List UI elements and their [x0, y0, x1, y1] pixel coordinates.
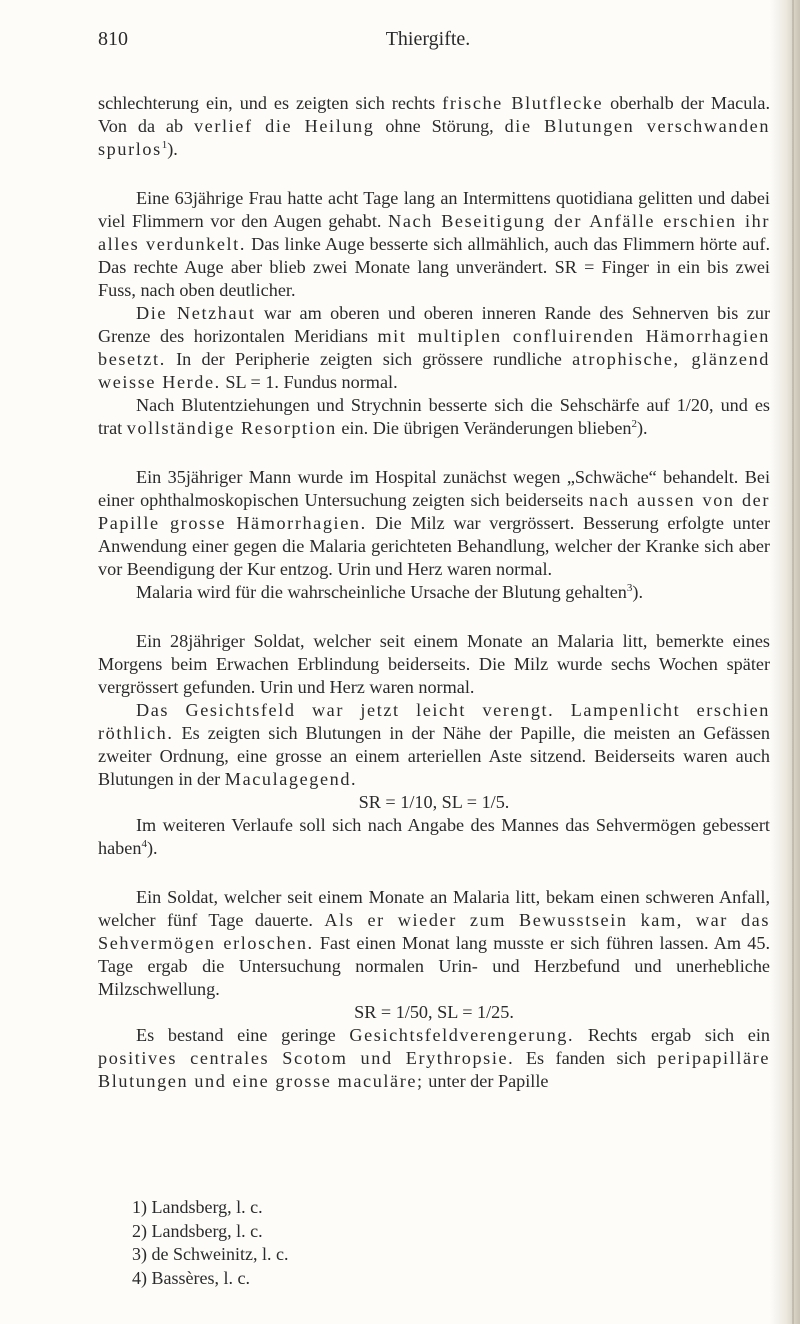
spaced-emphasis: mit multiplen confluirenden Hämorrhagien besetzt.	[98, 326, 770, 369]
text-run: Das linke Auge besserte sich allmählich, auch das Flimmern hörte auf. Das rechte Auge aber blieb zwei Monate lang unverändert. SR = Finger in ein bis zwei Fuss, nach oben deutlicher.	[98, 234, 770, 300]
text-run: unter der Papille	[423, 1071, 549, 1091]
footnote: 2) Landsberg, l. c.	[132, 1220, 263, 1241]
footnote-marker: 2	[631, 418, 637, 430]
footnotes	[132, 1196, 632, 1290]
text-run: war am oberen und oberen inneren Rande des Sehnerven bis zur Grenze des horizontalen Meridians	[98, 303, 770, 346]
text-run: Ein Soldat, welcher seit einem Monate an Malaria litt, bekam einen schweren Anfall, welcher fünf Tage dauerte.	[98, 887, 770, 930]
text-run: schlechterung ein, und es zeigten sich rechts	[98, 93, 443, 113]
text-run: Ein 35jähriger Mann wurde im Hospital zunächst wegen „Schwäche“ behandelt. Bei einer ophthalmoskopischen Untersuchung zeigten sich beiderseits	[98, 467, 770, 510]
paragraph	[98, 1024, 770, 1093]
text-run: Die Milz war vergrössert. Besserung erfolgte unter Anwendung einer gegen die Malaria gerichteten Behandlung, welcher der Kranke sich aber vor Beendigung der Kur entzog. Urin und Herz waren normal.	[98, 513, 770, 579]
footnote: 4) Bassères, l. c.	[132, 1267, 250, 1288]
text-run: SR = 1/50, SL = 1/25.	[354, 1002, 514, 1022]
paragraph	[98, 466, 770, 581]
paragraph	[98, 814, 770, 860]
page-edge	[770, 0, 800, 1324]
visual-acuity-line	[98, 1001, 770, 1024]
paragraph	[98, 394, 770, 440]
text-run: Eine 63jährige Frau hatte acht Tage lang an Intermittens quotidiana gelitten und dabei viel Flimmern vor den Augen gehabt.	[98, 188, 770, 231]
running-head: Thiergifte.	[385, 28, 471, 50]
spaced-emphasis: Das Gesichtsfeld war jetzt leicht verengt. Lampenlicht erschien röthlich.	[98, 700, 770, 743]
spaced-emphasis: Die Netzhaut	[136, 303, 256, 323]
body-text	[98, 92, 770, 1093]
text-run: Es zeigten sich Blutungen in der Nähe der Papille, die meisten an Gefässen zweiter Ordnung, eine grosse an einem arteriellen Aste sitzend. Beiderseits waren auch Blutungen in der	[98, 723, 770, 789]
text-run: ohne Störung,	[374, 116, 505, 136]
text-run: ein. Die übrigen Veränderungen blieben	[336, 418, 632, 438]
spaced-emphasis: Nach Beseitigung der Anfälle erschien ihr alles verdunkelt.	[98, 211, 770, 254]
spaced-emphasis: Maculagegend.	[224, 769, 358, 789]
spaced-emphasis: frische Blutflecke	[442, 93, 604, 113]
text-run: Fast einen Monat lang musste er sich führen lassen. Am 45. Tage ergab die Untersuchung normalen Urin- und Herzbefund und unerhebliche Milzschwellung.	[98, 933, 770, 999]
spaced-emphasis: positives centrales Scotom und Erythropsie.	[98, 1048, 515, 1068]
text-run: Malaria wird für die wahrscheinliche Ursache der Blutung gehalten	[136, 582, 627, 602]
spaced-emphasis: Als er wieder zum Bewusstsein kam, war das Sehvermögen erloschen.	[98, 910, 770, 953]
footnote-marker: 3	[626, 582, 633, 594]
text-run: Ein 28jähriger Soldat, welcher seit einem Monate an Malaria litt, bemerkte eines Morgens beim Erwachen Erblindung beiderseits. Die Milz wurde sechs Wochen später vergrössert gefunden. Urin und Herz waren normal.	[98, 631, 770, 697]
paragraph	[98, 581, 770, 604]
text-run: oberhalb der Macula. Von da ab	[98, 93, 770, 136]
spaced-emphasis: peripapilläre Blutungen und eine grosse maculäre;	[98, 1048, 770, 1091]
paragraph	[98, 886, 770, 1001]
text-run: Im weiteren Verlaufe soll sich nach Angabe des Mannes das Sehvermögen gebessert haben	[98, 815, 770, 858]
paragraph	[98, 92, 770, 161]
text-run: Rechts ergab sich ein	[574, 1025, 771, 1045]
page-number: 810	[98, 28, 128, 50]
paragraph	[98, 699, 770, 791]
text-run: Es fanden sich	[514, 1048, 658, 1068]
paragraph	[98, 630, 770, 699]
text-run: SR = 1/10, SL = 1/5.	[358, 792, 510, 812]
spaced-emphasis: die Blutungen verschwanden spurlos	[98, 116, 771, 159]
spaced-emphasis: atrophische, glänzend weisse Herde.	[98, 349, 770, 392]
text-run: ).	[632, 582, 643, 602]
footnote-marker: 4	[141, 838, 147, 850]
text-run: ).	[167, 139, 178, 159]
paragraph	[98, 187, 770, 302]
text-run: ).	[636, 418, 648, 438]
visual-acuity-line	[98, 791, 770, 814]
page-header	[98, 28, 758, 56]
text-run: ).	[146, 838, 158, 858]
spaced-emphasis: vollständige Resorption	[126, 418, 337, 438]
footnote: 3) de Schweinitz, l. c.	[132, 1244, 289, 1264]
text-run: Es bestand eine geringe	[136, 1025, 350, 1045]
text-run: Nach Blutentziehungen und Strychnin besserte sich die Sehschärfe auf 1/20, und es trat	[98, 395, 770, 438]
spaced-emphasis: nach aussen von der Papille grosse Hämorrhagien.	[98, 490, 770, 533]
footnote-marker: 1	[161, 139, 168, 151]
footnote: 1) Landsberg, l. c.	[132, 1197, 263, 1217]
spaced-emphasis: Gesichtsfeldverengerung.	[349, 1025, 575, 1045]
text-run: In der Peripherie zeigten sich grössere rundliche	[165, 349, 573, 369]
text-run: SL = 1. Fundus normal.	[220, 372, 398, 392]
spaced-emphasis: verlief die Heilung	[193, 116, 375, 136]
paragraph	[98, 302, 770, 394]
